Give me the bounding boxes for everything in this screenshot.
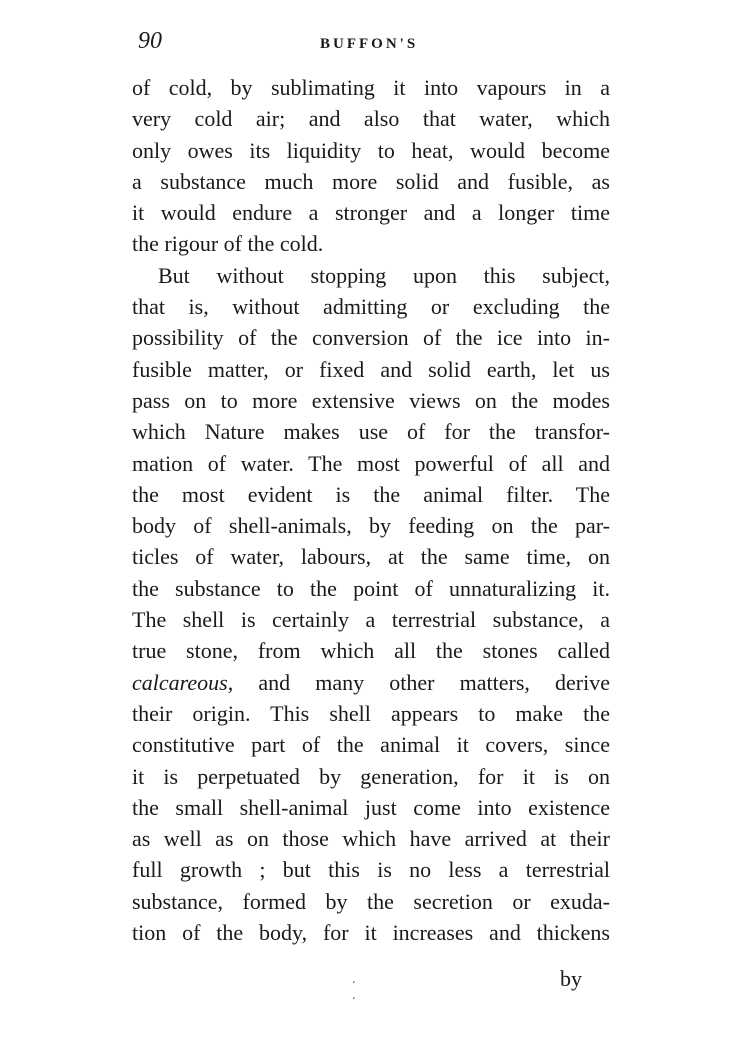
text-line-with-italic: [132, 667, 610, 698]
catchword: by: [560, 966, 582, 991]
page-number: 90: [138, 28, 162, 54]
text-line: very cold air; and also that water, which: [132, 106, 610, 132]
line-suffix: , and many other matters, derive: [227, 669, 610, 695]
text-line: ticles of water, labours, at the same time, on: [132, 544, 610, 570]
text-line: which Nature makes use of for the transfor-: [132, 419, 610, 445]
text-line: the small shell-animal just come into existence: [132, 794, 610, 820]
text-line: a substance much more solid and fusible, as: [132, 168, 610, 194]
text-line: full growth ; but this is no less a terrestrial: [132, 857, 610, 883]
text-line: the most evident is the animal filter. The: [132, 481, 610, 507]
paragraph-end-line: the rigour of the cold.: [132, 231, 324, 257]
text-line: it would endure a stronger and a longer time: [132, 200, 610, 226]
text-line: The shell is certainly a terrestrial substance, a: [132, 607, 610, 633]
text-line: fusible matter, or fixed and solid earth, let us: [132, 356, 610, 382]
text-line: of cold, by sublimating it into vapours in a: [132, 75, 610, 100]
running-head: BUFFON'S: [320, 36, 419, 52]
text-line: that is, without admitting or excluding the: [132, 294, 610, 320]
body-text: [132, 72, 610, 948]
text-line: mation of water. The most powerful of all and: [132, 450, 610, 476]
text-line: tion of the body, for it increases and thickens: [132, 920, 610, 946]
text-line: pass on to more extensive views on the modes: [132, 387, 610, 413]
text-line: it is perpetuated by generation, for it is on: [132, 763, 610, 789]
text-line: only owes its liquidity to heat, would become: [132, 137, 610, 163]
text-line: their origin. This shell appears to make the: [132, 700, 610, 726]
italic-term: calcareous: [132, 669, 228, 695]
text-line: body of shell-animals, by feeding on the par-: [132, 513, 610, 539]
print-specks: . .: [352, 972, 516, 1003]
text-line: possibility of the conversion of the ice into in-: [132, 325, 610, 351]
text-line: as well as on those which have arrived at their: [132, 826, 610, 852]
paragraph-start-line: But without stopping upon this subject,: [158, 262, 610, 288]
text-line: constitutive part of the animal it covers, since: [132, 732, 610, 758]
text-line: the substance to the point of unnaturalizing it.: [132, 575, 610, 601]
text-line: substance, formed by the secretion or exuda-: [132, 888, 610, 914]
text-line: true stone, from which all the stones called: [132, 638, 610, 664]
